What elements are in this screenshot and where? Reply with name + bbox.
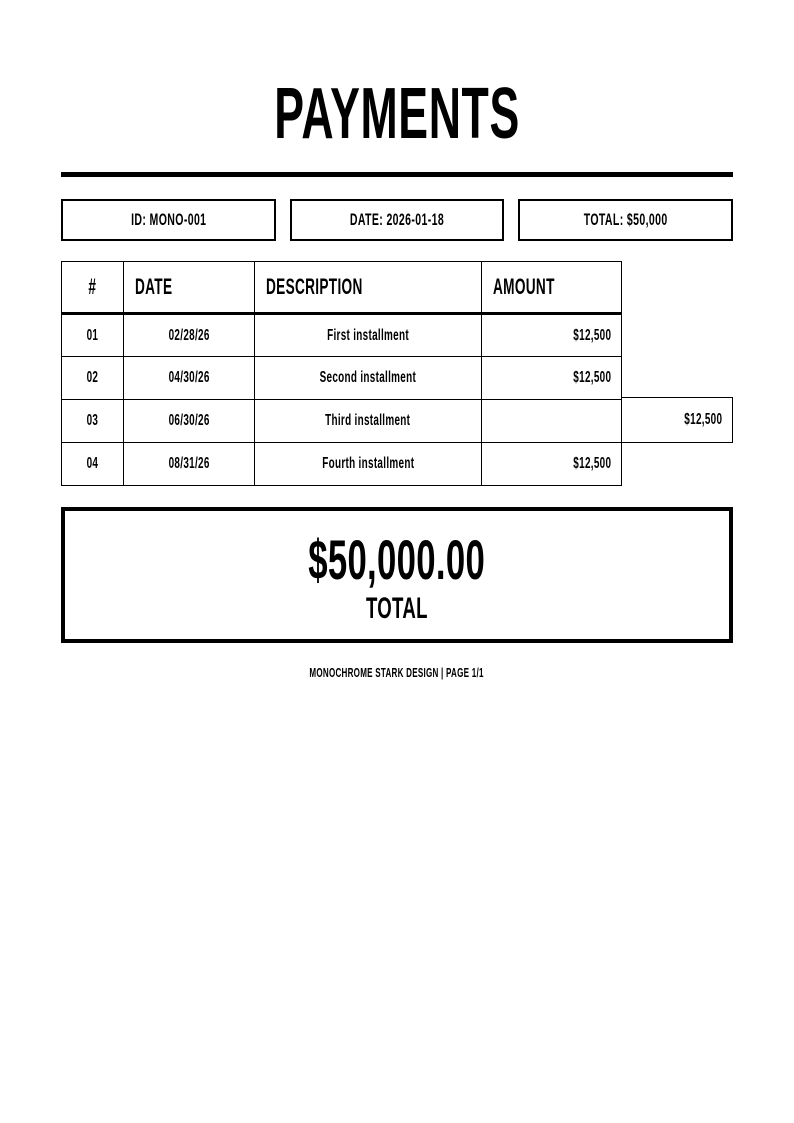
cell-description: Second installment bbox=[255, 357, 482, 400]
cell-description: Third installment bbox=[255, 400, 482, 443]
total-label bbox=[347, 592, 447, 625]
meta-box-date-label: DATE: 2026-01-18 bbox=[349, 210, 445, 229]
table-row bbox=[62, 314, 622, 357]
table-row bbox=[62, 400, 622, 443]
cell-number: 04 bbox=[62, 443, 124, 486]
footer-text: MONOCHROME STARK DESIGN | PAGE 1/1 bbox=[309, 665, 485, 680]
meta-box-id bbox=[61, 199, 276, 241]
cell-date: 02/28/26 bbox=[124, 314, 255, 357]
page-title bbox=[61, 74, 733, 154]
cell-date: 04/30/26 bbox=[124, 357, 255, 400]
cell-number: 03 bbox=[62, 400, 124, 443]
column-header-description: DESCRIPTION bbox=[255, 262, 482, 314]
table-body bbox=[62, 314, 622, 486]
title-divider bbox=[61, 172, 733, 177]
cell-date: 08/31/26 bbox=[124, 443, 255, 486]
cell-number: 01 bbox=[62, 314, 124, 357]
meta-box-total bbox=[518, 199, 733, 241]
table-row bbox=[62, 443, 622, 486]
table-row bbox=[62, 357, 622, 400]
cell-amount: $12,500 bbox=[482, 314, 622, 357]
meta-box-total-label: TOTAL: $50,000 bbox=[583, 210, 668, 229]
total-label-text: TOTAL bbox=[366, 591, 428, 625]
column-header-amount: AMOUNT bbox=[482, 262, 622, 314]
table-header bbox=[62, 262, 622, 314]
cell-description: Fourth installment bbox=[255, 443, 482, 486]
column-header-number: # bbox=[62, 262, 124, 314]
cell-amount-overflow bbox=[621, 397, 733, 443]
overflow-amount-text: $12,500 bbox=[683, 411, 722, 428]
payments-table bbox=[61, 261, 622, 486]
cell-date: 06/30/26 bbox=[124, 400, 255, 443]
cell-description: First installment bbox=[255, 314, 482, 357]
page-footer bbox=[61, 664, 733, 682]
page-title-text: PAYMENTS bbox=[274, 74, 520, 154]
meta-box-date bbox=[290, 199, 505, 241]
cell-amount: $12,500 bbox=[482, 443, 622, 486]
cell-amount-empty bbox=[482, 400, 622, 443]
table-header-row bbox=[62, 262, 622, 314]
total-amount bbox=[254, 528, 539, 592]
total-amount-text: $50,000.00 bbox=[308, 528, 486, 592]
meta-box-row bbox=[61, 199, 733, 241]
cell-amount: $12,500 bbox=[482, 357, 622, 400]
meta-box-id-label: ID: MONO-001 bbox=[130, 210, 206, 229]
total-summary-box bbox=[61, 507, 733, 643]
column-header-date: DATE bbox=[124, 262, 255, 314]
cell-number: 02 bbox=[62, 357, 124, 400]
